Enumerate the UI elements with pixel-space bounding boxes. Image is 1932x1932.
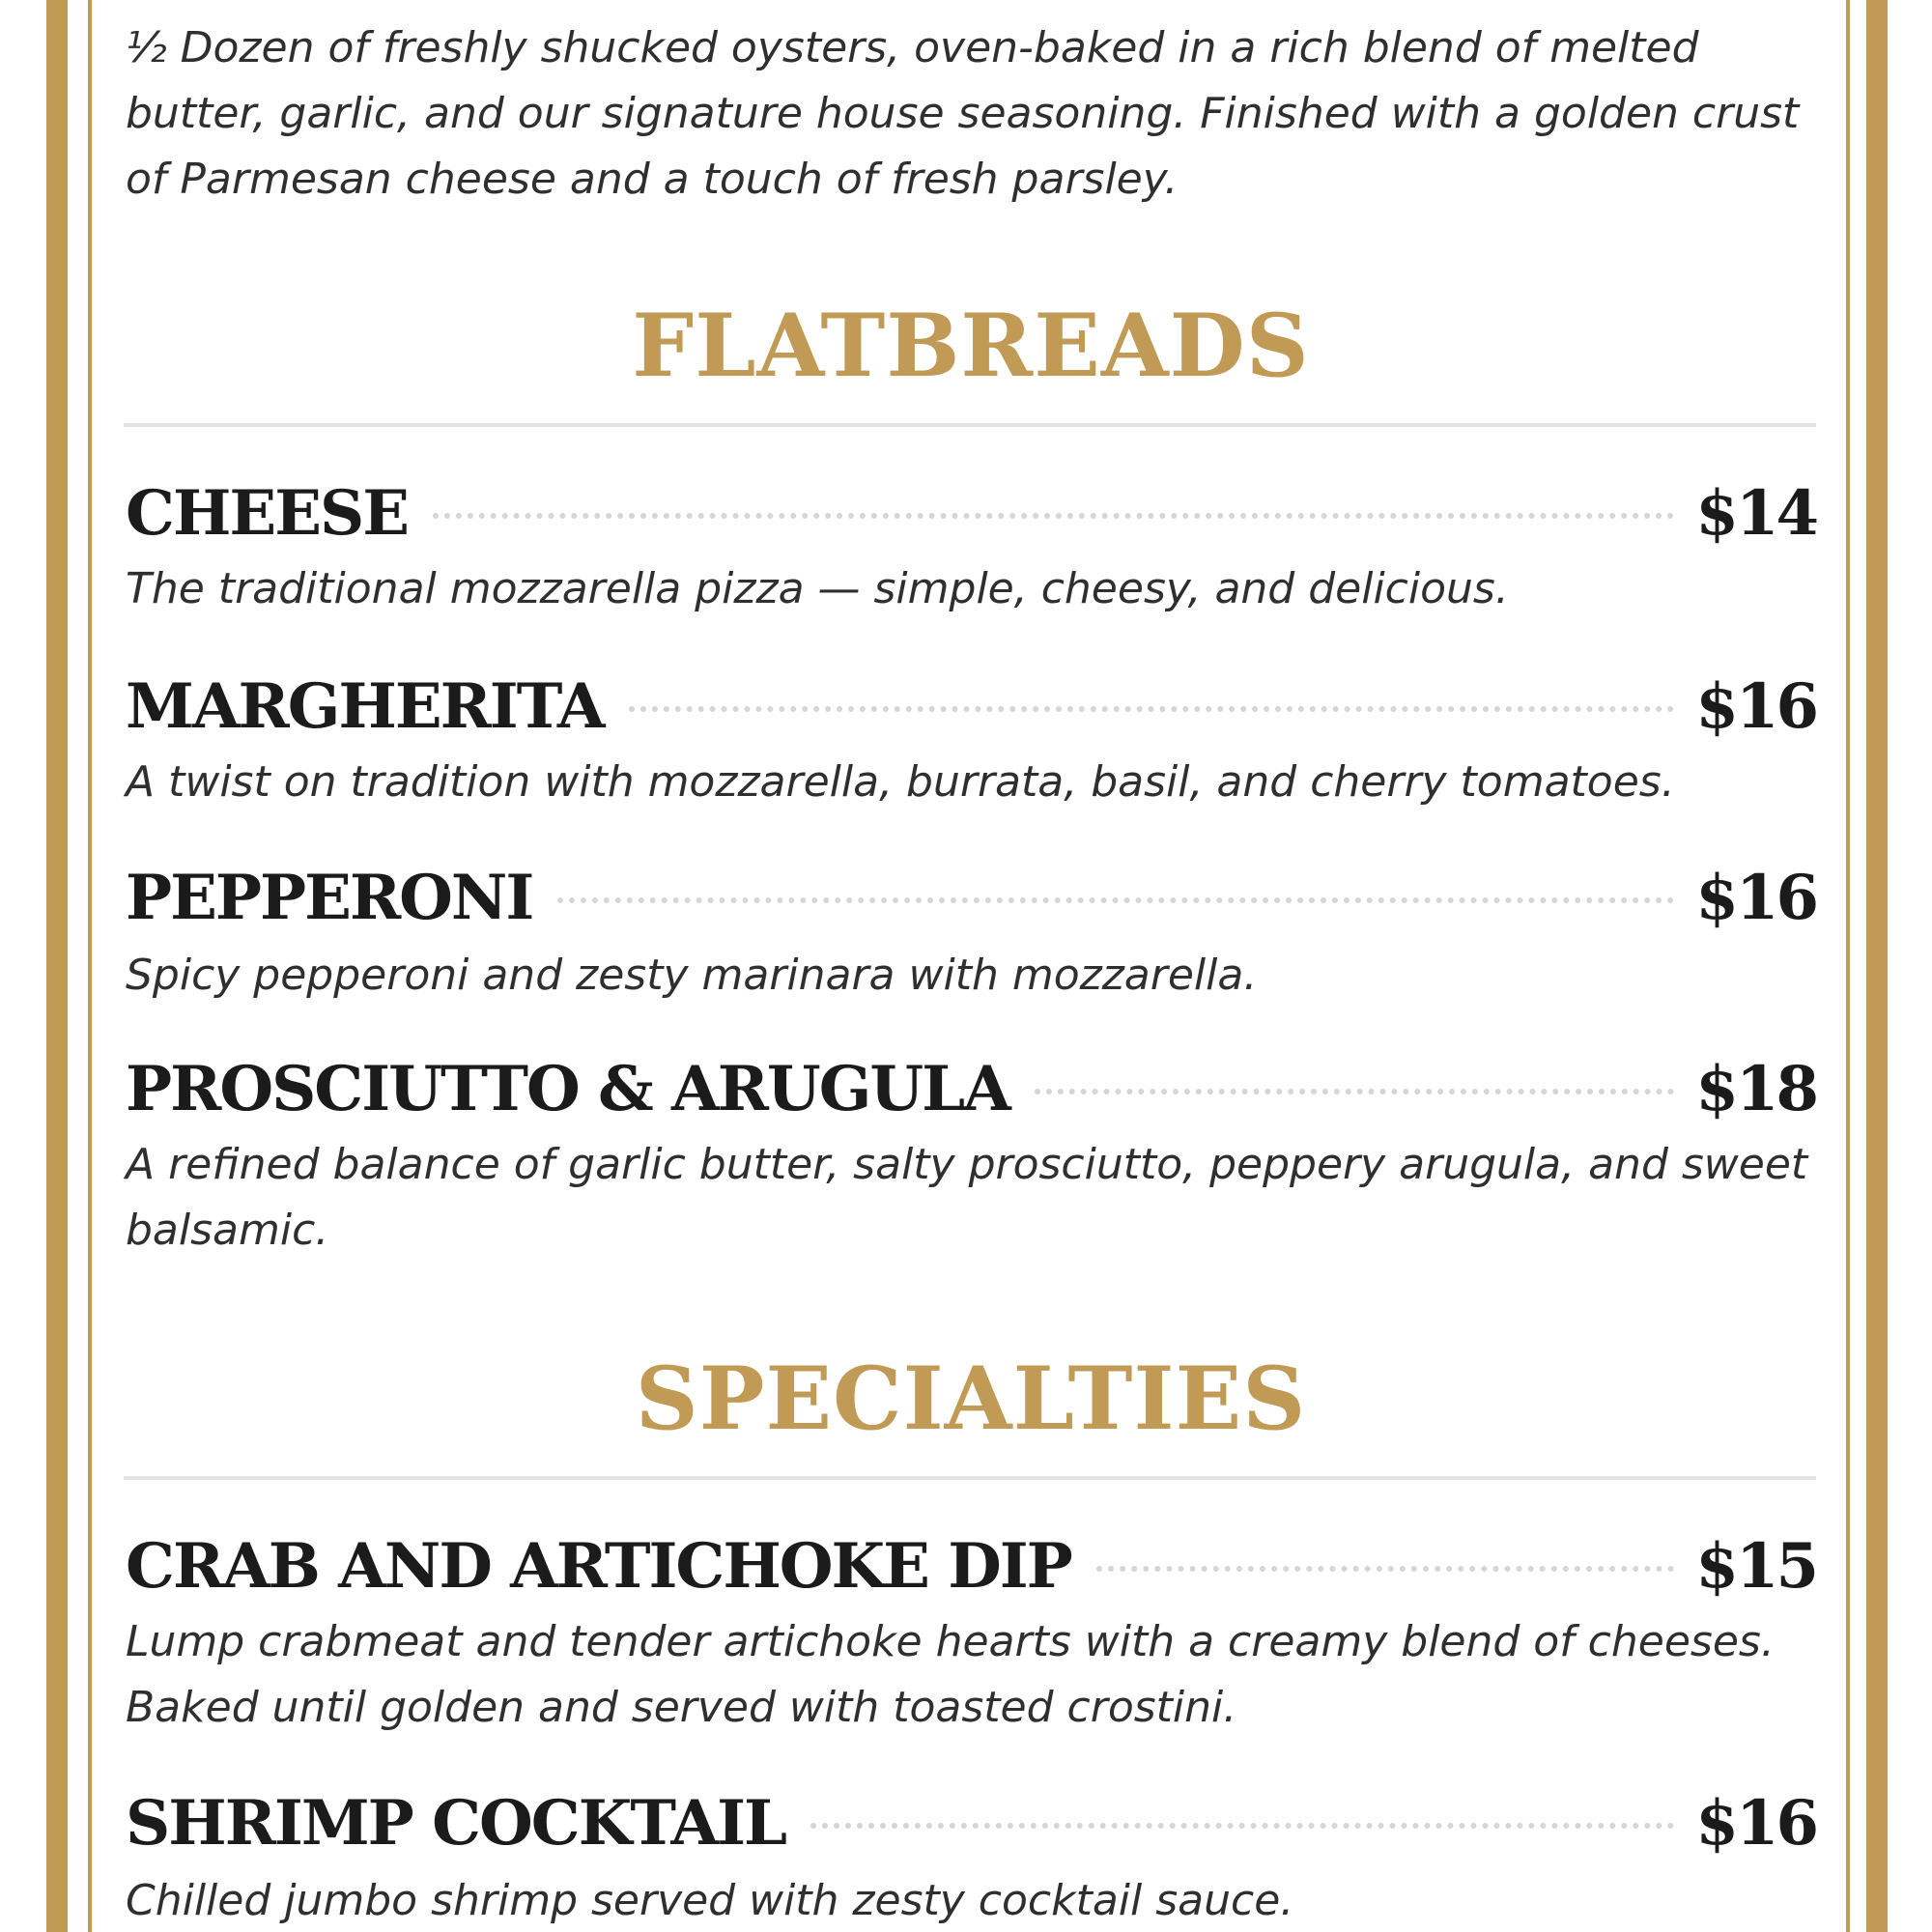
item-description: A twist on tradition with mozzarella, burrata, basil, and cherry tomatoes. <box>126 757 1675 807</box>
frame-border-outer-right <box>1866 0 1888 1932</box>
item-name: PROSCIUTTO & ARUGULA <box>126 1053 1009 1125</box>
menu-item-prosciutto-arugula <box>126 1051 1816 1128</box>
item-price: $16 <box>1695 670 1816 743</box>
item-name: MARGHERITA <box>126 670 604 743</box>
section-divider-specialties <box>124 1476 1816 1480</box>
item-name: CHEESE <box>126 477 408 550</box>
frame-border-inner-left <box>88 0 92 1932</box>
item-description: A refined balance of garlic butter, salty prosciutto, peppery arugula, and sweet balsamic. <box>126 1140 1808 1255</box>
dotted-leader <box>810 1823 1674 1829</box>
dotted-leader <box>433 513 1674 519</box>
frame-border-inner-right <box>1846 0 1850 1932</box>
section-title-flatbreads: FLATBREADS <box>632 295 1310 397</box>
item-description: Chilled jumbo shrimp served with zesty cocktail sauce. <box>126 1876 1294 1925</box>
item-description: The traditional mozzarella pizza — simple, cheesy, and delicious. <box>126 564 1509 613</box>
item-description: Spicy pepperoni and zesty marinara with mozzarella. <box>126 951 1258 1000</box>
top-item-cutoff-line <box>126 0 838 8</box>
dotted-leader <box>1096 1566 1675 1572</box>
item-description: Lump crabmeat and tender artichoke hearts with a creamy blend of cheeses. Baked until golden and served with toasted crostini. <box>126 1617 1775 1732</box>
menu-item-cheese <box>126 475 1816 553</box>
item-price: $15 <box>1695 1530 1816 1603</box>
menu-item-shrimp-cocktail <box>126 1785 1816 1862</box>
dotted-leader <box>557 897 1674 903</box>
section-title-specialties: SPECIALTIES <box>635 1348 1307 1450</box>
item-name: PEPPERONI <box>126 862 533 934</box>
item-name: CRAB AND ARTICHOKE DIP <box>126 1530 1071 1603</box>
frame-border-outer-left <box>46 0 68 1932</box>
top-item-description: ½ Dozen of freshly shucked oysters, oven-baked in a rich blend of melted butter, garlic, and our signature house seasoning. Finished with a golden crust of Parmesan cheese and a touch of fresh parsley. <box>126 23 1800 204</box>
dotted-leader <box>1035 1089 1675 1094</box>
item-price: $16 <box>1695 1787 1816 1860</box>
menu-item-pepperoni <box>126 860 1816 937</box>
section-divider-flatbreads <box>124 423 1816 427</box>
menu-item-margherita <box>126 668 1816 746</box>
item-price: $18 <box>1695 1053 1816 1125</box>
dotted-leader <box>629 706 1675 712</box>
item-price: $14 <box>1695 477 1816 550</box>
item-name: SHRIMP COCKTAIL <box>126 1787 786 1860</box>
menu-item-crab-artichoke-dip <box>126 1528 1816 1605</box>
item-price: $16 <box>1695 862 1816 934</box>
